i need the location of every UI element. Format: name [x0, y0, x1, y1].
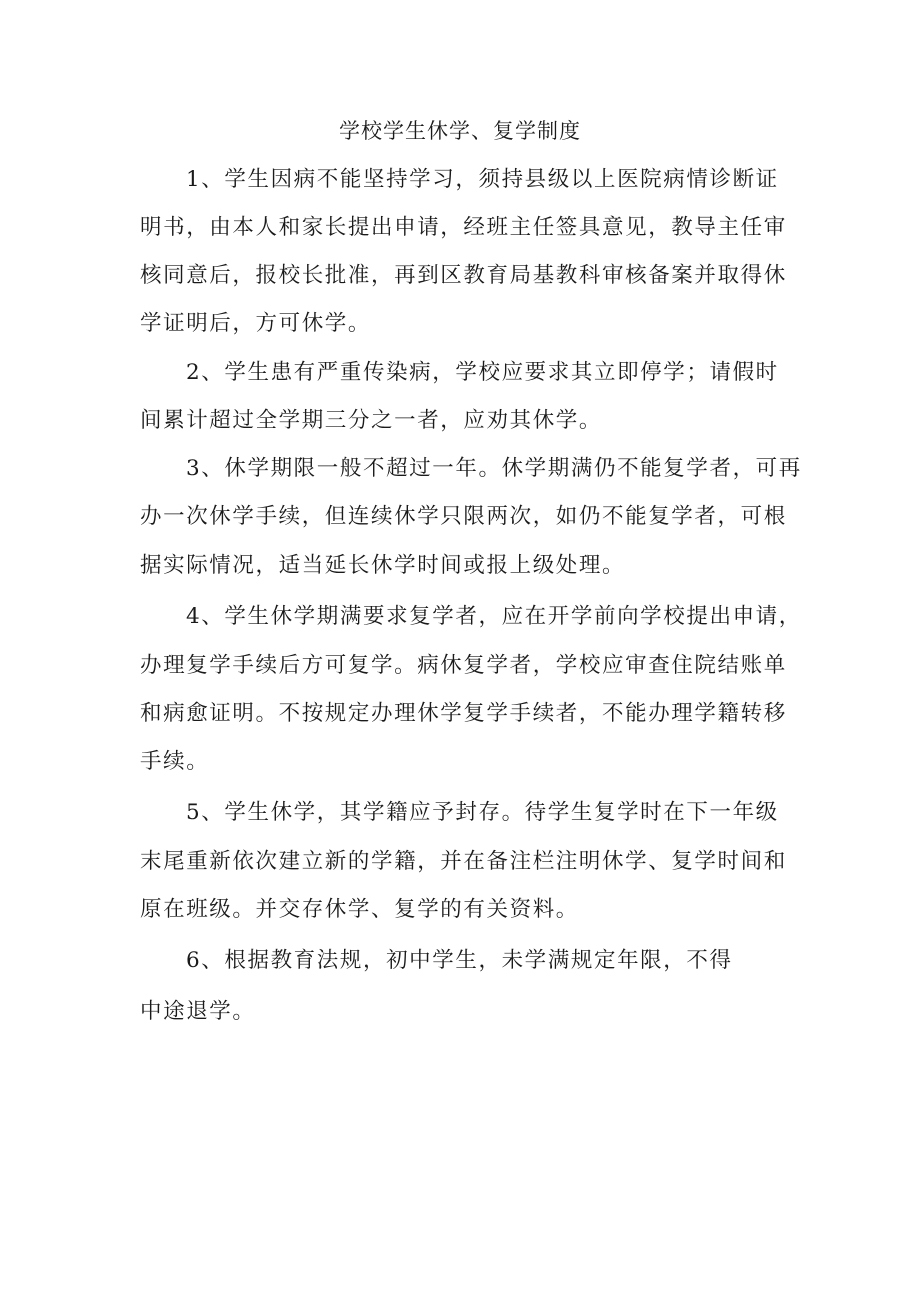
paragraph-2-line-2: 间累计超过全学期三分之一者，应劝其休学。 — [140, 408, 603, 433]
paragraph-1-line-3: 核同意后，报校长批准，再到区教育局基教科审核备案并取得休 — [140, 263, 787, 288]
paragraph-1-line-2: 明书，由本人和家长提出申请，经班主任签具意见，教导主任审 — [140, 215, 787, 240]
paragraph-5-line-3: 原在班级。并交存休学、复学的有关资料。 — [140, 897, 579, 922]
paragraph-2-line-1: 2、学生患有严重传染病，学校应要求其立即停学；请假时 — [186, 360, 779, 385]
paragraph-4-line-2: 办理复学手续后方可复学。病休复学者，学校应审查住院结账单 — [140, 653, 787, 678]
paragraph-3-line-1: 3、休学期限一般不超过一年。休学期满仍不能复学者，可再 — [186, 456, 802, 481]
paragraph-6-line-2: 中途退学。 — [140, 999, 256, 1024]
paragraph-3-line-3: 据实际情况，适当延长休学时间或报上级处理。 — [140, 553, 626, 578]
paragraph-5-line-1: 5、学生休学，其学籍应予封存。待学生复学时在下一年级 — [186, 800, 779, 825]
paragraph-1-line-4: 学证明后，方可休学。 — [140, 311, 372, 336]
paragraph-4-line-3: 和病愈证明。不按规定办理休学复学手续者，不能办理学籍转移 — [140, 701, 787, 726]
paragraph-1-line-1: 1、学生因病不能坚持学习，须持县级以上医院病情诊断证 — [186, 167, 779, 192]
paragraph-4-line-1: 4、学生休学期满要求复学者，应在开学前向学校提出申请， — [186, 604, 802, 629]
paragraph-3-line-2: 办一次休学手续，但连续休学只限两次，如仍不能复学者，可根 — [140, 504, 787, 529]
paragraph-4-line-4: 手续。 — [140, 749, 210, 774]
paragraph-5-line-2: 末尾重新依次建立新的学籍，并在备注栏注明休学、复学时间和 — [140, 849, 787, 874]
document-title: 学校学生休学、复学制度 — [339, 119, 581, 143]
paragraph-6-line-1: 6、根据教育法规，初中学生，未学满规定年限，不得 — [186, 948, 733, 973]
